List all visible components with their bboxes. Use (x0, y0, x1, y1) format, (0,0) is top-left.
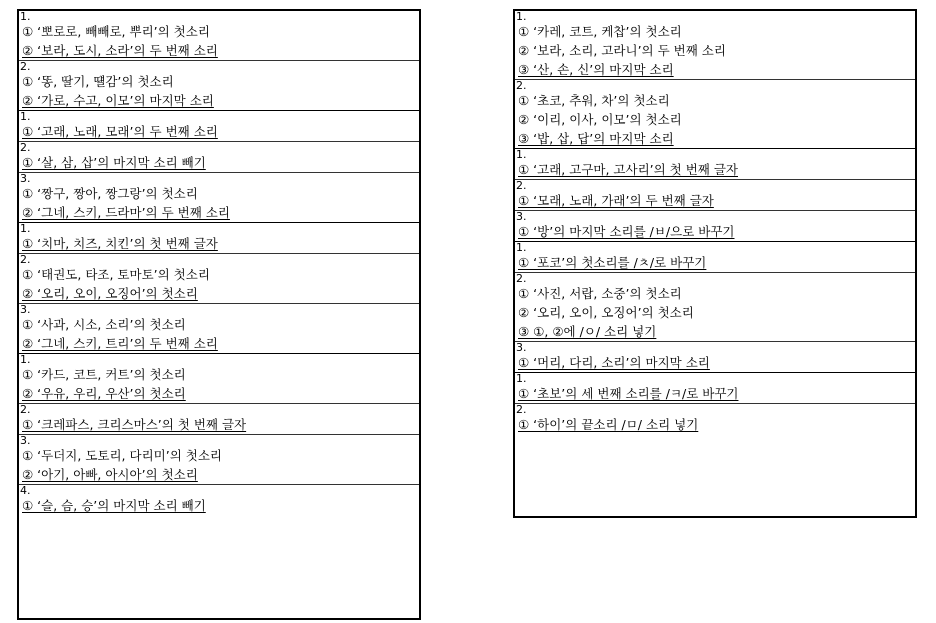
clue-line: ③ ‘산, 손, 신’의 마지막 소리 (518, 62, 674, 77)
question-item (19, 60, 419, 110)
question-group (19, 353, 419, 515)
clue-line: ① ‘뽀로로, 빼빼로, 뿌리’의 첫소리 (22, 24, 210, 39)
clue-line: ① ‘짱구, 짱아, 짱그랑’의 첫소리 (22, 186, 198, 201)
clue-line: ② ‘그네, 스키, 드라마’의 두 번째 소리 (22, 205, 230, 220)
clue-line: ① ‘고래, 고구마, 고사리’의 첫 번째 글자 (518, 162, 738, 177)
question-group (515, 11, 915, 148)
item-number: 2. (20, 403, 31, 416)
clue-line: ② ‘오리, 오이, 오징어’의 첫소리 (518, 305, 694, 320)
clue-line: ① ‘살, 삼, 삽’의 마지막 소리 빼기 (22, 155, 206, 170)
question-item (19, 484, 419, 515)
question-item (515, 242, 915, 272)
item-number: 1. (20, 10, 31, 23)
clue-line: ① ‘태권도, 타조, 토마토’의 첫소리 (22, 267, 210, 282)
question-item (515, 179, 915, 210)
question-item (19, 11, 419, 60)
clue-line: ② ‘그네, 스키, 트리’의 두 번째 소리 (22, 336, 218, 351)
clue-line: ② ‘아기, 아빠, 아시아’의 첫소리 (22, 467, 198, 482)
question-item (19, 141, 419, 172)
question-group (19, 222, 419, 353)
item-number: 2. (20, 253, 31, 266)
clue-line: ① ‘크레파스, 크리스마스’의 첫 번째 글자 (22, 417, 247, 432)
item-number: 1. (516, 241, 527, 254)
clue-line: ① ‘초보’의 세 번째 소리를 /ㅋ/로 바꾸기 (518, 386, 739, 401)
item-number: 3. (516, 210, 527, 223)
clue-line: ② ‘이리, 이사, 이모’의 첫소리 (518, 112, 682, 127)
question-group (515, 148, 915, 241)
clue-line: ② ‘오리, 오이, 오징어’의 첫소리 (22, 286, 198, 301)
question-group (515, 241, 915, 372)
clue-line: ② ‘우유, 우리, 우산’의 첫소리 (22, 386, 186, 401)
item-number: 2. (516, 79, 527, 92)
item-number: 1. (516, 148, 527, 161)
item-number: 2. (516, 179, 527, 192)
item-number: 2. (20, 60, 31, 73)
question-item (515, 79, 915, 148)
question-item (19, 434, 419, 484)
clue-line: ① ‘치마, 치즈, 치킨’의 첫 번째 글자 (22, 236, 218, 251)
item-number: 3. (516, 341, 527, 354)
question-group (19, 110, 419, 222)
question-item (515, 373, 915, 403)
clue-line: ② ‘보라, 도시, 소라’의 두 번째 소리 (22, 43, 218, 58)
clue-line: ① ‘사과, 시소, 소리’의 첫소리 (22, 317, 186, 332)
question-item (515, 149, 915, 179)
question-group (515, 372, 915, 434)
question-item (515, 272, 915, 341)
item-number: 1. (516, 10, 527, 23)
item-number: 1. (20, 222, 31, 235)
clue-line: ① ‘똥, 딸기, 떌감’의 첫소리 (22, 74, 174, 89)
clue-line: ③ ‘밥, 삽, 답’의 마지막 소리 (518, 131, 674, 146)
item-number: 3. (20, 172, 31, 185)
question-item (19, 253, 419, 303)
item-number: 1. (20, 353, 31, 366)
question-item (19, 354, 419, 403)
clue-line: ② ‘보라, 소리, 고라니’의 두 번째 소리 (518, 43, 726, 58)
clue-line: ① ‘슬, 슴, 승’의 마지막 소리 빼기 (22, 498, 206, 513)
clue-line: ① ‘모래, 노래, 가래’의 두 번째 글자 (518, 193, 714, 208)
clue-line: ③ ①, ②에 /ㅇ/ 소리 넣기 (518, 324, 657, 339)
item-number: 2. (516, 272, 527, 285)
question-group (19, 11, 419, 110)
left-worksheet-column (17, 9, 421, 620)
item-number: 1. (516, 372, 527, 385)
question-item (19, 223, 419, 253)
question-item (19, 403, 419, 434)
clue-line: ① ‘방’의 마지막 소리를 /ㅂ/으로 바꾸기 (518, 224, 735, 239)
clue-line: ① ‘고래, 노래, 모래’의 두 번째 소리 (22, 124, 218, 139)
clue-line: ① ‘하이’의 끝소리 /ㅁ/ 소리 넣기 (518, 417, 699, 432)
item-number: 2. (20, 141, 31, 154)
clue-line: ① ‘포코’의 첫소리를 /ㅊ/로 바꾸기 (518, 255, 707, 270)
right-worksheet-column (513, 9, 917, 518)
question-item (19, 172, 419, 222)
question-item (515, 403, 915, 434)
question-item (515, 11, 915, 79)
clue-line: ① ‘사진, 서랍, 소중’의 첫소리 (518, 286, 682, 301)
question-item (515, 210, 915, 241)
clue-line: ① ‘초코, 추워, 차’의 첫소리 (518, 93, 670, 108)
question-item (19, 303, 419, 353)
item-number: 3. (20, 303, 31, 316)
item-number: 4. (20, 484, 31, 497)
item-number: 3. (20, 434, 31, 447)
clue-line: ① ‘카레, 코트, 케찹’의 첫소리 (518, 24, 682, 39)
item-number: 1. (20, 110, 31, 123)
clue-line: ② ‘가로, 수고, 이모’의 마지막 소리 (22, 93, 214, 108)
clue-line: ① ‘두더지, 도토리, 다리미’의 첫소리 (22, 448, 222, 463)
question-item (515, 341, 915, 372)
clue-line: ① ‘머리, 다리, 소리’의 마지막 소리 (518, 355, 710, 370)
question-item (19, 111, 419, 141)
clue-line: ① ‘카드, 코트, 커트’의 첫소리 (22, 367, 186, 382)
item-number: 2. (516, 403, 527, 416)
